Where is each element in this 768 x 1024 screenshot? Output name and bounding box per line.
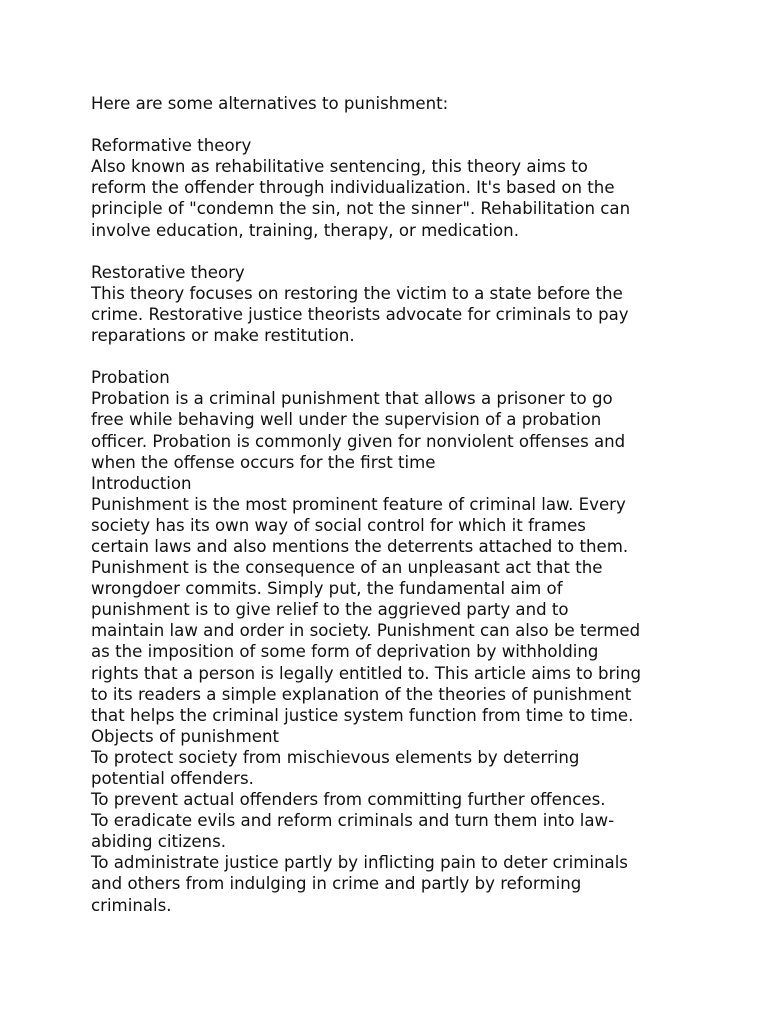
paragraph-line: Probation is a criminal punishment that allows a prisoner to go [91,389,613,409]
paragraph-line: Also known as rehabilitative sentencing, this theory aims to [91,157,588,177]
paragraph-line: as the imposition of some form of deprivation by withholding [91,642,599,662]
paragraph-line: crime. Restorative justice theorists advocate for criminals to pay [91,304,629,324]
paragraph-line: To protect society from mischievous elements by deterring [91,747,580,767]
paragraph-line: reparations or make restitution. [91,326,355,346]
paragraph-line: that helps the criminal justice system function from time to time. [91,705,634,725]
paragraph-line: This theory focuses on restoring the victim to a state before the [91,283,623,303]
paragraph-line: certain laws and also mentions the deterrents attached to them. [91,536,629,556]
paragraph-line: principle of "condemn the sin, not the sinner". Rehabilitation can [91,199,631,219]
paragraph-line: to its readers a simple explanation of the theories of punishment [91,684,632,704]
paragraph-line: punishment is to give relief to the aggrieved party and to [91,600,569,620]
paragraph-line: criminals. [91,895,172,915]
section-heading-restorative: Restorative theory [91,262,245,282]
paragraph-line: officer. Probation is commonly given for nonviolent offenses and [91,431,626,451]
paragraph-line: To prevent actual offenders from committing further offences. [91,790,606,810]
paragraph-line: abiding citizens. [91,832,226,852]
section-heading-probation: Probation [91,368,170,388]
section-heading-reformative: Reformative theory [91,136,252,156]
paragraph-line: society has its own way of social control for which it frames [91,515,586,535]
paragraph-line: Punishment is the most prominent feature of criminal law. Every [91,494,626,514]
paragraph-line: To eradicate evils and reform criminals and turn them into law- [91,811,615,831]
paragraph-line: when the offense occurs for the first time [91,452,436,472]
paragraph-line: Punishment is the consequence of an unpleasant act that the [91,558,603,578]
paragraph-line: rights that a person is legally entitled to. This article aims to bring [91,663,642,683]
paragraph-line: potential offenders. [91,769,254,788]
section-heading-objects: Objects of punishment [91,726,279,746]
paragraph-line: free while behaving well under the supervision of a probation [91,410,602,430]
paragraph-line: To administrate justice partly by inflicting pain to deter criminals [91,853,628,873]
intro-line: Here are some alternatives to punishment: [91,94,449,113]
spacer [91,346,691,367]
paragraph-line: reform the offender through individualization. It's based on the [91,178,615,198]
paragraph-line: maintain law and order in society. Punishment can also be termed [91,621,641,641]
spacer [91,241,691,262]
paragraph-line: involve education, training, therapy, or medication. [91,220,519,240]
paragraph-line: wrongdoer commits. Simply put, the fundamental aim of [91,579,563,599]
spacer [91,114,691,135]
paragraph-line: and others from indulging in crime and partly by reforming [91,874,582,894]
section-heading-introduction: Introduction [91,473,192,493]
document-page [91,93,691,916]
